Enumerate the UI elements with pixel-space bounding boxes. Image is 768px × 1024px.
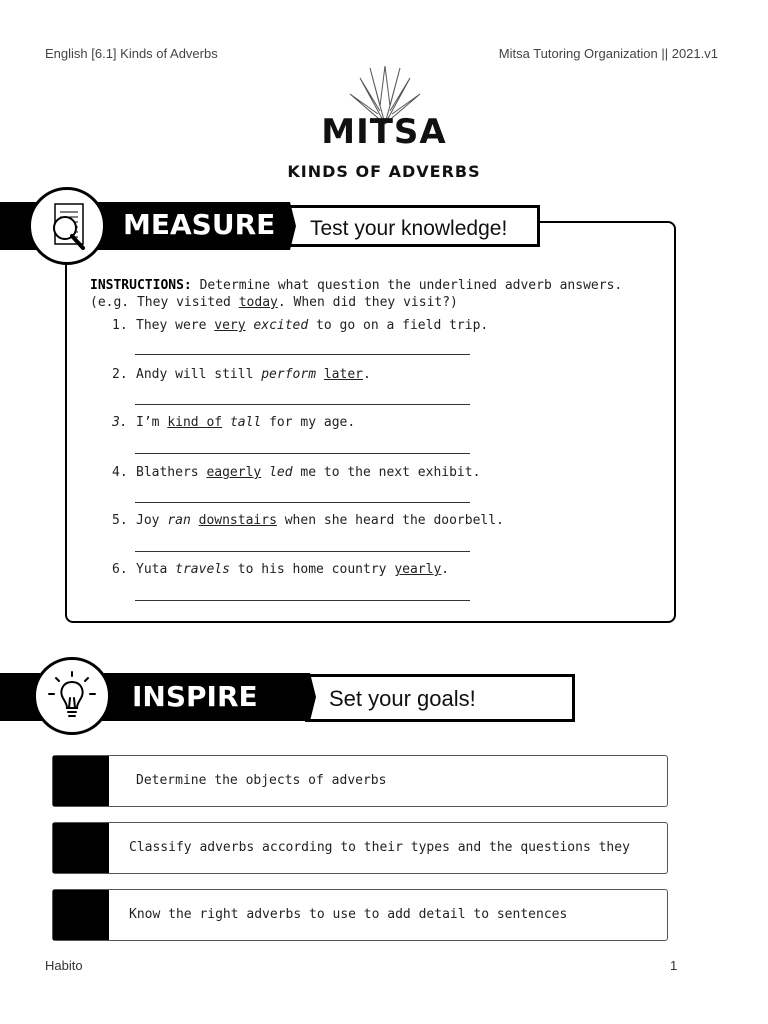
inspire-tagline: Set your goals! xyxy=(329,686,476,711)
question-text: They were xyxy=(136,318,207,333)
instructions-text: Determine what question the underlined adverb answers. (e.g. They visited xyxy=(90,278,623,310)
goal-text: Know the right adverbs to use to add detail to sentences xyxy=(129,907,568,922)
italic-word: perform xyxy=(261,367,317,382)
goal-item-1 xyxy=(52,755,668,807)
instructions-text-end: . When did they visit?) xyxy=(277,295,458,310)
header-left: English [6.1] Kinds of Adverbs xyxy=(45,46,218,61)
underlined-adverb: kind of xyxy=(167,415,223,430)
measure-icon-circle xyxy=(28,187,106,265)
question-text: . xyxy=(363,367,371,382)
question-text: Yuta xyxy=(136,562,168,577)
question-text: me to the next exhibit. xyxy=(300,465,481,480)
question-number: 6. xyxy=(112,562,128,577)
answer-line-3[interactable] xyxy=(135,453,470,454)
lightbulb-icon xyxy=(36,660,108,732)
goal-text: Determine the objects of adverbs xyxy=(136,773,387,788)
question-number: 3. xyxy=(112,415,128,430)
banner-arrow xyxy=(300,673,316,721)
footer-left: Habito xyxy=(45,958,83,973)
italic-word: ran xyxy=(167,513,191,528)
question-text: for my age. xyxy=(269,415,356,430)
question-text: to go on a field trip. xyxy=(316,318,489,333)
banner-arrow xyxy=(280,202,296,250)
measure-tagline-box xyxy=(286,205,540,247)
question-4 xyxy=(112,465,480,480)
page-number: 1 xyxy=(670,958,678,973)
goal-item-3 xyxy=(52,889,668,941)
question-3 xyxy=(112,415,355,430)
underlined-adverb: very xyxy=(214,318,246,333)
instructions-label: INSTRUCTIONS: xyxy=(90,278,192,293)
goal-marker xyxy=(53,823,109,873)
question-number: 4. xyxy=(112,465,128,480)
question-1 xyxy=(112,318,488,333)
inspire-tagline-box xyxy=(305,674,575,722)
italic-word: excited xyxy=(253,318,309,333)
answer-line-2[interactable] xyxy=(135,404,470,405)
underlined-adverb: downstairs xyxy=(198,513,277,528)
underlined-adverb: yearly xyxy=(394,562,442,577)
italic-word: travels xyxy=(175,562,230,577)
question-6 xyxy=(112,562,449,577)
question-text: . xyxy=(441,562,450,577)
magnifier-document-icon xyxy=(31,190,103,262)
header-right: Mitsa Tutoring Organization || 2021.v1 xyxy=(498,46,718,61)
goal-text: Classify adverbs according to their types and the questions they xyxy=(129,840,630,855)
question-2 xyxy=(112,367,371,382)
italic-word: led xyxy=(269,465,293,480)
question-number: 2. xyxy=(112,367,128,382)
question-number: 5. xyxy=(112,513,128,528)
worksheet-subtitle: KINDS OF ADVERBS xyxy=(287,162,481,181)
question-text: Blathers xyxy=(136,465,199,480)
question-text: to his home country xyxy=(237,562,387,577)
inspire-title: INSPIRE xyxy=(132,680,258,713)
goal-marker xyxy=(53,890,109,940)
answer-line-5[interactable] xyxy=(135,551,470,552)
question-text: when she heard the doorbell. xyxy=(284,513,504,528)
instructions-example: today xyxy=(238,295,278,310)
goal-item-2 xyxy=(52,822,668,874)
measure-tagline: Test your knowledge! xyxy=(310,217,508,240)
question-number: 1. xyxy=(112,318,128,333)
inspire-icon-circle xyxy=(33,657,111,735)
answer-line-6[interactable] xyxy=(135,600,470,601)
underlined-adverb: later xyxy=(323,367,363,382)
instructions xyxy=(90,277,665,311)
underlined-adverb: eagerly xyxy=(206,465,262,480)
brand-title: MITSA xyxy=(321,112,447,152)
goal-marker xyxy=(53,756,109,806)
question-5 xyxy=(112,513,504,528)
answer-line-4[interactable] xyxy=(135,502,470,503)
question-text: Andy will still xyxy=(136,367,254,382)
italic-word: tall xyxy=(229,415,262,430)
question-text: Joy xyxy=(136,513,160,528)
measure-title: MEASURE xyxy=(123,208,276,241)
question-text: I’m xyxy=(136,415,160,430)
answer-line-1[interactable] xyxy=(135,354,470,355)
